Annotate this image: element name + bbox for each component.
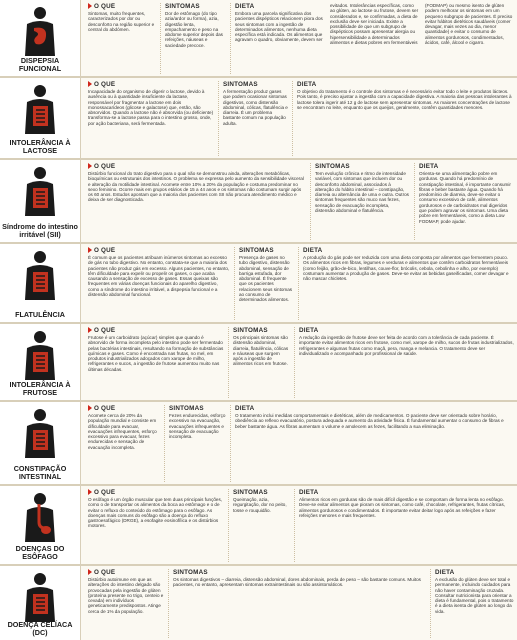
symptoms-heading: SINTOMAS <box>173 569 208 576</box>
what-heading: O QUÊ <box>88 3 156 10</box>
diet-text: A produção do gás pode ser reduzida com uma dieta composta por alimentos que fermentem pouco. Os alimentos ricos em fibras, legumes e verduras e alimentos que contêm carboidratos fermentáveis (como feijão, grão-de-bico, lentilhas, couve-flor, brócolis, cebola, cebolinha e alho, por exemplo) costumam aumentar a produção de gases. Deve-se evitar as bebidas gaseificadas, comer devagar e não mascar chicletes. <box>303 255 509 282</box>
diet-heading: DIETA <box>435 569 455 576</box>
condition-row-lactose <box>0 78 517 160</box>
what-heading: O QUÊ <box>88 163 306 170</box>
condition-illustration <box>0 160 81 242</box>
symptoms-text: Fezes endurecidas, esforço excessivo na evacuação, evacuações infrequentes e sensação de evacuação incompleta. <box>169 413 226 440</box>
symptoms-heading: SINTOMAS <box>165 3 200 10</box>
diet-text: Embora uma parcela significativa dos pacientes dispépticos relacionem piora dos seus sintomas com a ingestão de determinados alimentos, nenhuma dieta específica está indicada. Os alimentos que agravam o quadro, obviamente, devem ser evitados. Intolerâncias específicas, como ao glúten, ao lactose ou frutose, devem ser considerados e, se confirmadas, a dieta de exclusão deve ser iniciada. Existe a possibilidade de que um subgrupo de dispépticos possam apresentar alergia ou hipersensibilidade a determinados alimentos e dietas pobres em fermentáveis (FODMAP) ou mesmo isento de glúten podem melhorar os sintomas em um pequeno subgrupo de pacientes. É preciso evitar hábitos dietéticos saudáveis (comer devagar, mais vezes ao dia, menor quantidade) e evitar o consumo de alimentos gordurosos, condimentados, ácidos, café, álcool e cigarro. <box>235 3 513 46</box>
symptoms-heading: SINTOMAS <box>233 489 268 496</box>
condition-name: INTOLERÂNCIA À LACTOSE <box>9 138 71 155</box>
symptoms-text: Queimação, azia, regurgitação, dor no peito, tosse e rouquidão. <box>233 497 287 513</box>
what-column <box>84 3 156 74</box>
esophagus-icon <box>19 492 61 544</box>
condition-illustration <box>0 566 81 640</box>
arrow-icon <box>88 569 92 575</box>
diet-heading: DIETA <box>235 405 255 412</box>
condition-row-celiaca <box>0 566 517 640</box>
diet-text: A redução da ingestão de frutose deve ser feita de acordo com a tolerância de cada paciente. É importante evitar alimentos ricos em frutose, como mel, xarope de milho, sucos de frutas industrializados, refrigerantes e algumas frutas como maçã, pera, manga e melancia. O tratamento deve ser individualizado e acompanhado por profissional de saúde. <box>299 335 514 356</box>
what-column <box>84 569 164 638</box>
diet-text: Orienta-se uma alimentação pobre em gorduras. Quando há predomínio de constipação intestinal, é importante consumir fibras e beber bastante água. Quando há predomínio de diarreia, deve-se evitar o consumo excessivo de café, alimentos gordurosos e de carboidratos mal digeridos que podem agravar os sintomas. Uma dieta pobre em fermentáveis, como a dieta Low FODMAP, pode ajudar. <box>419 171 511 224</box>
condition-row-frutose <box>0 324 517 402</box>
what-text: Sintomas, muito frequentes, caracterizados por dor ou desconforto na região superior e central do abdómen. <box>88 11 155 32</box>
condition-row-esofago <box>0 486 517 566</box>
what-heading: O QUÊ <box>88 569 164 576</box>
symptoms-column <box>234 247 294 320</box>
diet-heading: DIETA <box>299 327 319 334</box>
symptoms-heading: SINTOMAS <box>169 405 204 412</box>
diet-column <box>414 163 514 240</box>
what-text: Frutose é um carboidrato (açúcar) simples que quando é absorvido de forma incompleta pelo intestino pode ser fermentado pelas bactérias intestinais, resultando na formação de substâncias químicas e gases. Como é encontrada nas frutas, no mel, em produtos industrializados adoçados com xarope de milho, refrigerantes e sucos, a ingestão de frutose aumentou muito nas últimas décadas. <box>88 335 224 372</box>
symptoms-column <box>228 327 290 398</box>
condition-name: Síndrome do intestino irritável (SII) <box>2 222 78 239</box>
what-text: O esôfago é um órgão muscular que tem duas principais funções, como o de transportar os alimentos da boca ao estômago e o de evitar o refluxo do conteúdo do estômago para o esôfago. As doenças mais comuns do esôfago são a doença do refluxo gastroesofágico (DRGE), a esofagite eosinofílica e os distúrbios motores. <box>88 497 223 529</box>
diet-text: Alimentos ricos em gorduras são de mais difícil digestão e se comportam de forma lenta no esôfago. Deve-se evitar alimentos que pioram os sintomas, como café, chocolate, refrigerantes, frutas cítricas, alimentos gordurosos e condimentados. É importante evitar deitar logo após as refeições e fazer refeições menores e mais frequentes. <box>299 497 506 518</box>
what-text: Distúrbio autoimune em que as alterações do intestino delgado são provocadas pela ingestão de glúten (proteína presente no trigo, centeio e cevada) em indivíduos geneticamente predispostos. Atinge cerca de 1% da população. <box>88 577 164 614</box>
symptoms-column <box>164 405 226 482</box>
condition-row-sii <box>0 160 517 244</box>
symptoms-text: Os principais sintomas são distensão abdominal, diarreia, flatulência, cólicas e náuseas que surgem após a ingestão de alimentos ricos em frutose. <box>233 335 289 367</box>
what-heading: O QUÊ <box>88 247 230 254</box>
what-heading: O QUÊ <box>88 327 224 334</box>
condition-illustration <box>0 78 81 158</box>
symptoms-heading: SINTOMAS <box>239 247 274 254</box>
what-heading: O QUÊ <box>88 81 214 88</box>
arrow-icon <box>88 81 92 87</box>
what-text: Acomete cerca de 20% da população mundial e consiste em dificuldade para evacuar, evacuações infrequentes, esforço excessivo para evacuar, fezes endurecidas e sensação de evacuação incompleta. <box>88 413 157 450</box>
condition-name: INTOLERÂNCIA À FRUTOSE <box>9 380 71 397</box>
what-column <box>84 489 224 562</box>
intestine-icon <box>19 408 61 460</box>
diet-column <box>294 327 514 398</box>
what-text: É comum que os pacientes atribuam inúmeros sintomas ao excesso de gás no tubo digestivo. No entanto, constata-se que a maioria dos pacientes não produz gás em excesso. Alguns pacientes, no entanto, têm dificuldade para expelir ou propelir os gases, o que acaba causando a sensação de excesso de gases. Essas queixas são frequentes em várias doenças funcionais do aparelho digestivo, como a síndrome do intestino irritável, a dispepsia funcional e a distensão abdominal funcional. <box>88 255 230 298</box>
diet-column <box>292 81 514 156</box>
diet-column <box>298 247 514 320</box>
condition-illustration <box>0 486 81 564</box>
symptoms-text: A fermentação produz gases que podem ocasionar sintomas digestivos, como distensão abdominal, cólicas, flatulência e diarreia. É um problema bastante comum na população adulta. <box>223 89 288 126</box>
condition-row-dispepsia <box>0 0 517 78</box>
what-column <box>84 247 230 320</box>
condition-name: DISPEPSIA FUNCIONAL <box>18 56 62 73</box>
what-heading: O QUÊ <box>88 405 160 412</box>
arrow-icon <box>88 327 92 333</box>
arrow-icon <box>88 489 92 495</box>
diet-column <box>294 489 514 562</box>
diet-text: A exclusão do glúten deve ser total e permanente, incluindo cuidados para não haver contaminação cruzada. Consultar nutricionista para orientar a dieta é fundamental, pois o tratamento é a dieta isenta de glúten ao longo da vida. <box>435 577 514 614</box>
what-text: Incapacidade do organismo de digerir o lactose, devido à ausência ou à quantidade insuficiente da lactase, responsável por fragmentar a lactose em dois monossacarídeos (glicose e galactose) que, então, são absorvidos. Quando a lactose não é absorvida (ou deficiente) transforma-se a lactose passa para o intestino grosso, onde, por ação bacteriana, será fermentada. <box>88 89 214 126</box>
diet-heading: DIETA <box>303 247 323 254</box>
intestine-icon <box>19 250 61 302</box>
condition-name: CONSTIPAÇÃO INTESTINAL <box>13 464 67 481</box>
diet-text: O objetivo do tratamento é o controle dos sintomas e é necessário evitar todo o leite e produtos lácteos. Pois tanto, é preciso ajustar a ingestão com a capacidade digestiva. A maioria das pessoas intolerantes à lactose tolera ingerir até 12 g de lactose sem apresentar sintomas. As maiores concentrações de lactose se encontram no leite, enquanto que os queijos, geralmente, contêm quantidades menores. <box>297 89 512 110</box>
arrow-icon <box>88 163 92 169</box>
symptoms-text: Dor de estômago (do tipo azia/ardor ou forma), azia, digestão lenta, empachamento e peso na abdome superior depois das refeições, náuseas e saciedade precoce. <box>165 11 223 48</box>
symptoms-column <box>228 489 290 562</box>
arrow-icon <box>88 3 92 9</box>
symptoms-text: Os sintomas digestivos – diarreia, distensão abdominal, dores abdominais, perda de peso – são bastante comuns. Muitos pacientes, no entanto, apresentam sintomas extraintestinais ou são assintomáticos. <box>173 577 421 588</box>
arrow-icon <box>88 405 92 411</box>
intestine-icon <box>19 84 61 136</box>
condition-illustration <box>0 324 81 400</box>
diet-column <box>430 569 514 638</box>
condition-name: DOENÇA CELÍACA (DC) <box>7 620 73 637</box>
symptoms-text: Presença de gases no tubo digestivo, distensão abdominal, sensação de barriga estufada, dor abdominal. É frequente que os pacientes relacionem seus sintomas ao consumo de determinados alimentos. <box>239 255 293 303</box>
what-text: Distúrbio funcional do trato digestivo para o qual não se demonstrou ainda, alterações metabólicas, bioquímicas ou estruturais dos intestinos. O problema se expressa pelo aumento da sensibilidade visceral e alteração da motilidade intestinal. Acomete entre 10% a 20% da população e costuma predominar no sexo feminino. Ocorre mais em grupos etários de 15 a 44 anos e os sintomas não costumam surgir após os 60 anos. Estudos apontam que a maioria dos pacientes com SII não procura atendimento médico e deixa de ser diagnosticada. <box>88 171 304 203</box>
symptoms-heading: SINTOMAS <box>315 163 350 170</box>
condition-row-flatulencia <box>0 244 517 324</box>
condition-illustration <box>0 0 81 76</box>
condition-name: DOENÇAS DO ESÔFAGO <box>15 544 65 561</box>
what-column <box>84 81 214 156</box>
symptoms-heading: SINTOMAS <box>223 81 258 88</box>
diet-heading: DIETA <box>235 3 255 10</box>
diet-column <box>230 405 514 482</box>
symptoms-column <box>218 81 288 156</box>
what-column <box>84 163 306 240</box>
arrow-icon <box>88 247 92 253</box>
diet-column <box>230 3 514 74</box>
condition-illustration <box>0 244 81 322</box>
condition-row-constipacao <box>0 402 517 486</box>
stomach-icon <box>19 6 61 58</box>
what-heading: O QUÊ <box>88 489 224 496</box>
symptoms-heading: SINTOMAS <box>233 327 268 334</box>
diet-heading: DIETA <box>299 489 319 496</box>
diet-heading: DIETA <box>419 163 439 170</box>
what-column <box>84 327 224 398</box>
diet-heading: DIETA <box>297 81 317 88</box>
intestine-icon <box>19 330 61 382</box>
symptoms-column <box>160 3 226 74</box>
intestine-icon <box>19 572 61 624</box>
diet-text: O tratamento inclui medidas comportamentais e dietéticas, além de medicamentos. O paciente deve ser orientado sobre horário, obediência ao reflexo evacuatório, postura adequada e aumento da atividade física. É fundamental aumentar o consumo de fibras e beber bastante água. As fibras aumentam o volume e amolecem as fezes, facilitando a sua eliminação. <box>235 413 504 429</box>
symptoms-text: Tem evolução crônica e ritmo de intensidade variável, com sintomas que incluem dor ou desconforto abdominal, associados à alteração do hábito intestinal – constipação, diarreia ou alternância de uma e outra. Outros sintomas frequentes são muco nas fezes, sensação de evacuação incompleta, distensão abdominal e flatulência. <box>315 171 409 214</box>
condition-illustration <box>0 402 81 484</box>
symptoms-column <box>310 163 410 240</box>
intestine-icon <box>19 166 61 218</box>
condition-name: FLATULÊNCIA <box>15 310 65 319</box>
what-column <box>84 405 160 482</box>
symptoms-column <box>168 569 426 638</box>
